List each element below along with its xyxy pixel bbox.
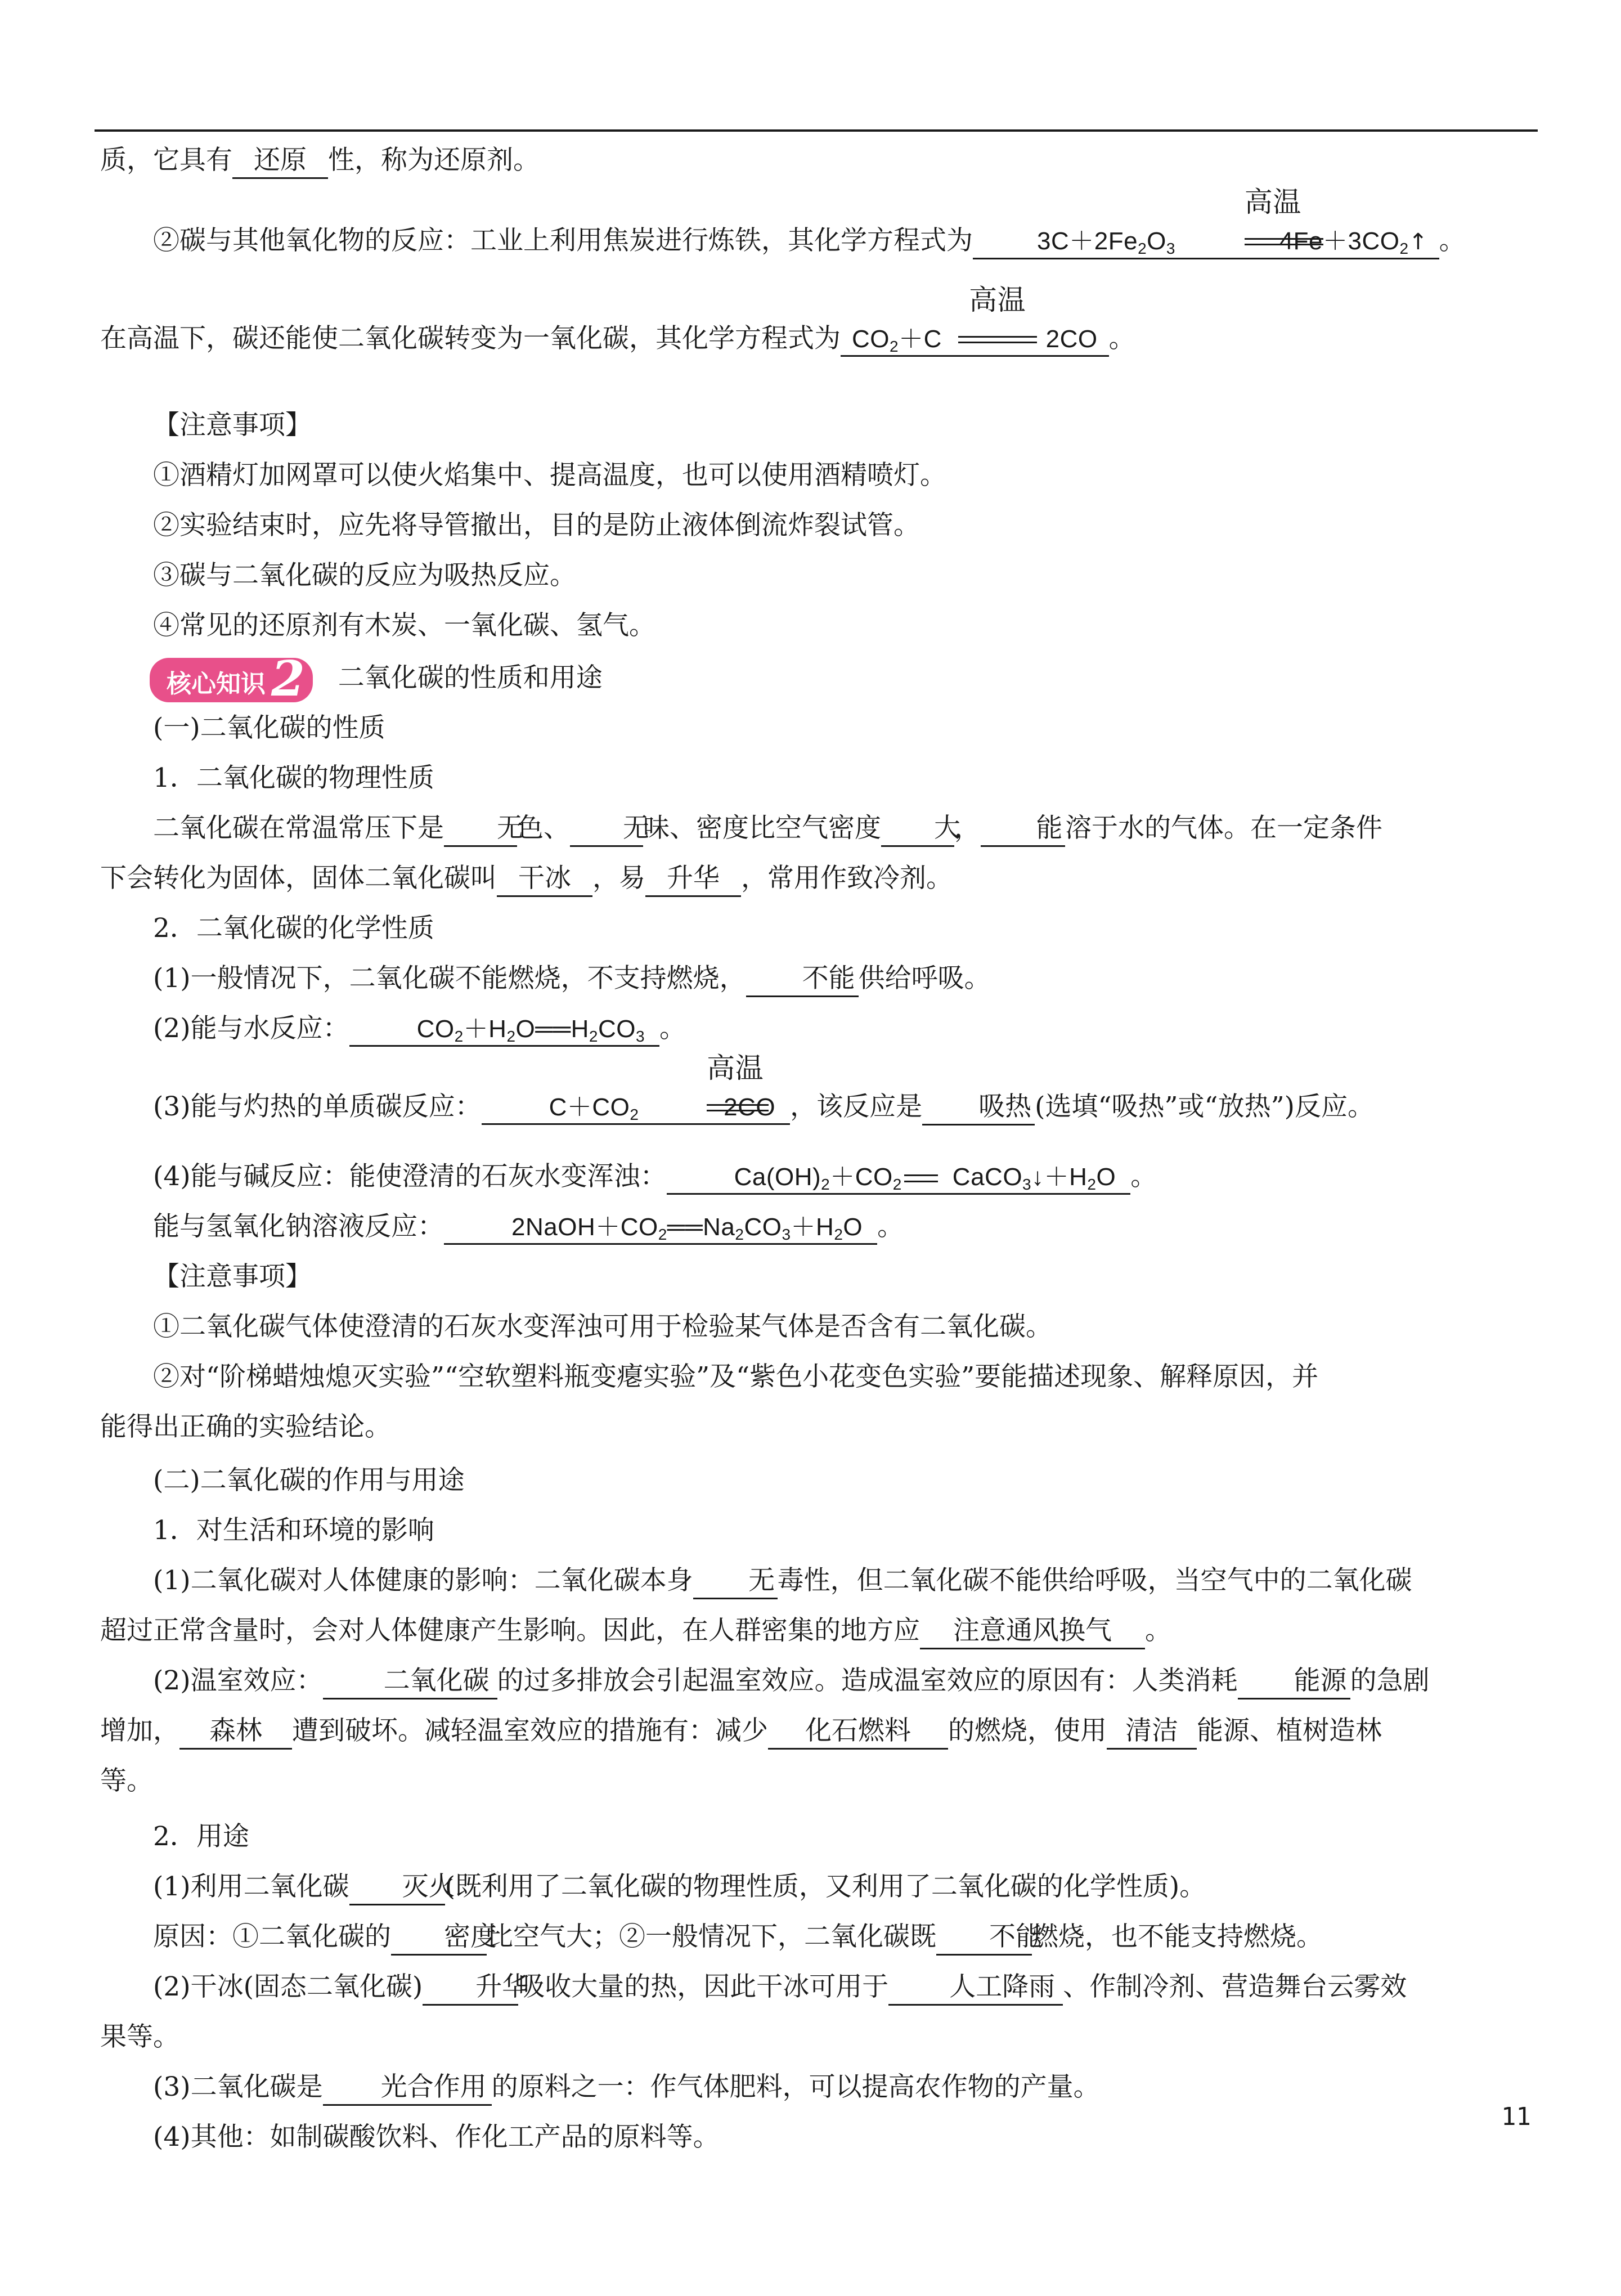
equation-blank-6: $2NaOH+CO_2══Na_2CO_3+H_2O$ — [444, 1212, 877, 1245]
answer-blank: 灭火 — [349, 1871, 445, 1905]
line-health-1: (1)二氧化碳对人体健康的影响：二氧化碳本身 无毒性，但二氧化碳不能供给呼吸，当空气中的二氧化碳 — [100, 1555, 1535, 1606]
answer-blank: 不能 — [936, 1921, 1032, 1956]
equation-blank-2: $CO_2+C$ 高温 2CO — [841, 324, 1109, 357]
subheading-uses: 2．用途 — [153, 1821, 249, 1852]
line-chemical-5: 能与氢氧化钠溶液反应： $2NaOH+CO_2══Na_2CO_3+H_2O$ 。 — [100, 1201, 1535, 1252]
equation-blank-5: $Ca(OH)_2+CO_2$ $CaCO_3↓+H_2O$ — [667, 1162, 1131, 1195]
equation-blank-3: $CO_2+H_2O══H_2CO_3$ — [349, 1014, 659, 1047]
notice-item-3: ③碳与二氧化碳的反应为吸热反应。 — [153, 560, 576, 591]
notice2-item-1: ①二氧化碳气体使澄清的石灰水变浑浊可用于检验某气体是否含有二氧化碳。 — [153, 1311, 1052, 1342]
answer-blank: 能 — [981, 813, 1065, 847]
text: 性，称为还原剂。 — [328, 145, 540, 176]
text: ②碳与其他氧化物的反应：工业上利用焦炭进行炼铁，其化学方程式为 — [153, 225, 973, 256]
line-use-6: (4)其他：如制碳酸饮料、作化工产品的原料等。 — [153, 2122, 720, 2152]
equation-blank-4: $C+CO_2$ 高温 2CO — [482, 1092, 791, 1125]
answer-blank: 吸热 — [922, 1091, 1035, 1125]
line-greenhouse-3: 等。 — [100, 1765, 153, 1796]
answer-blank: 还原 — [232, 145, 328, 179]
answer-blank: 干冰 — [497, 863, 592, 897]
line-physical-1: 二氧化碳在常温常压下是 无色、 无味、密度比空气密度 大， 能溶于水的气体。在一定条件 — [100, 803, 1535, 853]
answer-blank: 无 — [693, 1565, 778, 1599]
answer-blank: 升华 — [423, 1971, 518, 2006]
section-heading — [100, 650, 1535, 707]
reaction-arrow-high-temp: 高温 — [958, 324, 1037, 355]
answer-blank: 森林 — [179, 1715, 292, 1750]
notice-title-1: 【注意事项】 — [153, 410, 312, 441]
answer-blank: 大 — [881, 813, 954, 847]
line-co-formation — [100, 284, 1535, 372]
line-reducing-property — [100, 135, 1535, 185]
line-chemical-2: (2)能与水反应： $CO_2+H_2O══H_2CO_3$ 。 — [100, 1003, 1535, 1053]
equation-blank-1: $3C+2Fe_2O_3$ 高温 $4Fe+3CO_2↑$ — [973, 226, 1439, 259]
notice2-item-2: ②对“阶梯蜡烛熄灭实验”“空软塑料瓶变瘪实验”及“紫色小花变色实验”要能描述现象、解释原因，并 — [153, 1361, 1319, 1392]
answer-blank: 人工降雨 — [888, 1971, 1063, 2006]
line-use-2: 原因：①二氧化碳的 密度比空气大；②一般情况下，二氧化碳既 不能燃烧，也不能支持燃烧。 — [100, 1912, 1535, 1962]
line-chemical-4: (4)能与碱反应：能使澄清的石灰水变浑浊： $Ca(OH)_2+CO_2$ $CaCO_3↓+H_2O$ 。 — [100, 1151, 1535, 1201]
page-number: 11 — [1501, 2102, 1531, 2131]
answer-blank: 不能 — [746, 963, 859, 997]
section-number: 2 — [271, 650, 305, 707]
answer-blank: 密度 — [391, 1921, 487, 1956]
document-body — [100, 135, 1535, 2162]
header-rule — [95, 129, 1538, 132]
answer-blank: 无 — [444, 813, 517, 847]
notice-item-1: ①酒精灯加网罩可以使火焰集中、提高温度，也可以使用酒精喷灯。 — [153, 460, 946, 491]
subheading-physical: 1．二氧化碳的物理性质 — [153, 763, 434, 793]
notice2-item-2-cont: 能得出正确的实验结论。 — [100, 1411, 391, 1442]
answer-blank: 升华 — [645, 863, 741, 897]
part-heading-1: (一)二氧化碳的性质 — [153, 712, 385, 743]
line-greenhouse-2: 增加， 森林 遭到破坏。减轻温室效应的措施有：减少 化石燃料 的燃烧，使用 清洁 能源、植树造林 — [100, 1706, 1535, 1756]
notice-item-2: ②实验结束时，应先将导管撤出，目的是防止液体倒流炸裂试管。 — [153, 510, 920, 541]
reaction-arrow-high-temp: 高温 — [654, 1092, 716, 1123]
subheading-environment: 1．对生活和环境的影响 — [153, 1515, 434, 1546]
text: 质，它具有 — [100, 145, 232, 176]
line-chemical-1: (1)一般情况下，二氧化碳不能燃烧，不支持燃烧， 不能 供给呼吸。 — [100, 953, 1535, 1003]
line-health-2: 超过正常含量时，会对人体健康产生影响。因此，在人群密集的地方应 注意通风换气 。 — [100, 1606, 1535, 1656]
line-use-5: (3)二氧化碳是 光合作用 的原料之一：作气体肥料，可以提高农作物的产量。 — [100, 2062, 1535, 2112]
answer-blank: 能源 — [1238, 1665, 1350, 1699]
line-greenhouse-1: (2)温室效应： 二氧化碳 的过多排放会引起温室效应。造成温室效应的原因有：人类消耗 能源 的急剧 — [100, 1656, 1535, 1706]
answer-blank: 无 — [570, 813, 643, 847]
section-title: 二氧化碳的性质和用途 — [338, 662, 603, 693]
reaction-arrow-high-temp: 高温 — [1192, 226, 1270, 257]
line-chemical-3: (3)能与灼热的单质碳反应： $C+CO_2$ 高温 2CO ，该反应是 吸热 (选填“吸热”或“放热”)反应。 — [100, 1074, 1535, 1140]
text: 。 — [1108, 323, 1135, 354]
line-use-1: (1)利用二氧化碳 灭火(既利用了二氧化碳的物理性质，又利用了二氧化碳的化学性质)。 — [100, 1862, 1535, 1912]
answer-blank: 化石燃料 — [768, 1715, 948, 1750]
part-heading-2: (二)二氧化碳的作用与用途 — [153, 1465, 465, 1496]
core-knowledge-badge: 核心知识 2 — [150, 658, 313, 702]
answer-blank: 光合作用 — [323, 2071, 492, 2106]
text: 。 — [1439, 225, 1466, 256]
answer-blank: 注意通风换气 — [920, 1615, 1145, 1649]
notice-item-4: ④常见的还原剂有木炭、一氧化碳、氢气。 — [153, 610, 655, 641]
line-iron-smelting — [100, 186, 1535, 274]
notice-title-2: 【注意事项】 — [153, 1261, 312, 1292]
line-use-3: (2)干冰(固态二氧化碳) 升华吸收大量的热，因此干冰可用于 人工降雨 、作制冷剂、营造舞台云雾效 — [100, 1962, 1535, 2012]
line-physical-2: 下会转化为固体，固体二氧化碳叫 干冰 ，易 升华 ，常用作致冷剂。 — [100, 853, 1535, 903]
answer-blank: 二氧化碳 — [323, 1665, 497, 1699]
subheading-chemical: 2．二氧化碳的化学性质 — [153, 913, 434, 944]
line-use-4: 果等。 — [100, 2021, 179, 2052]
text: 在高温下，碳还能使二氧化碳转变为一氧化碳，其化学方程式为 — [100, 323, 841, 354]
answer-blank: 清洁 — [1107, 1715, 1197, 1750]
